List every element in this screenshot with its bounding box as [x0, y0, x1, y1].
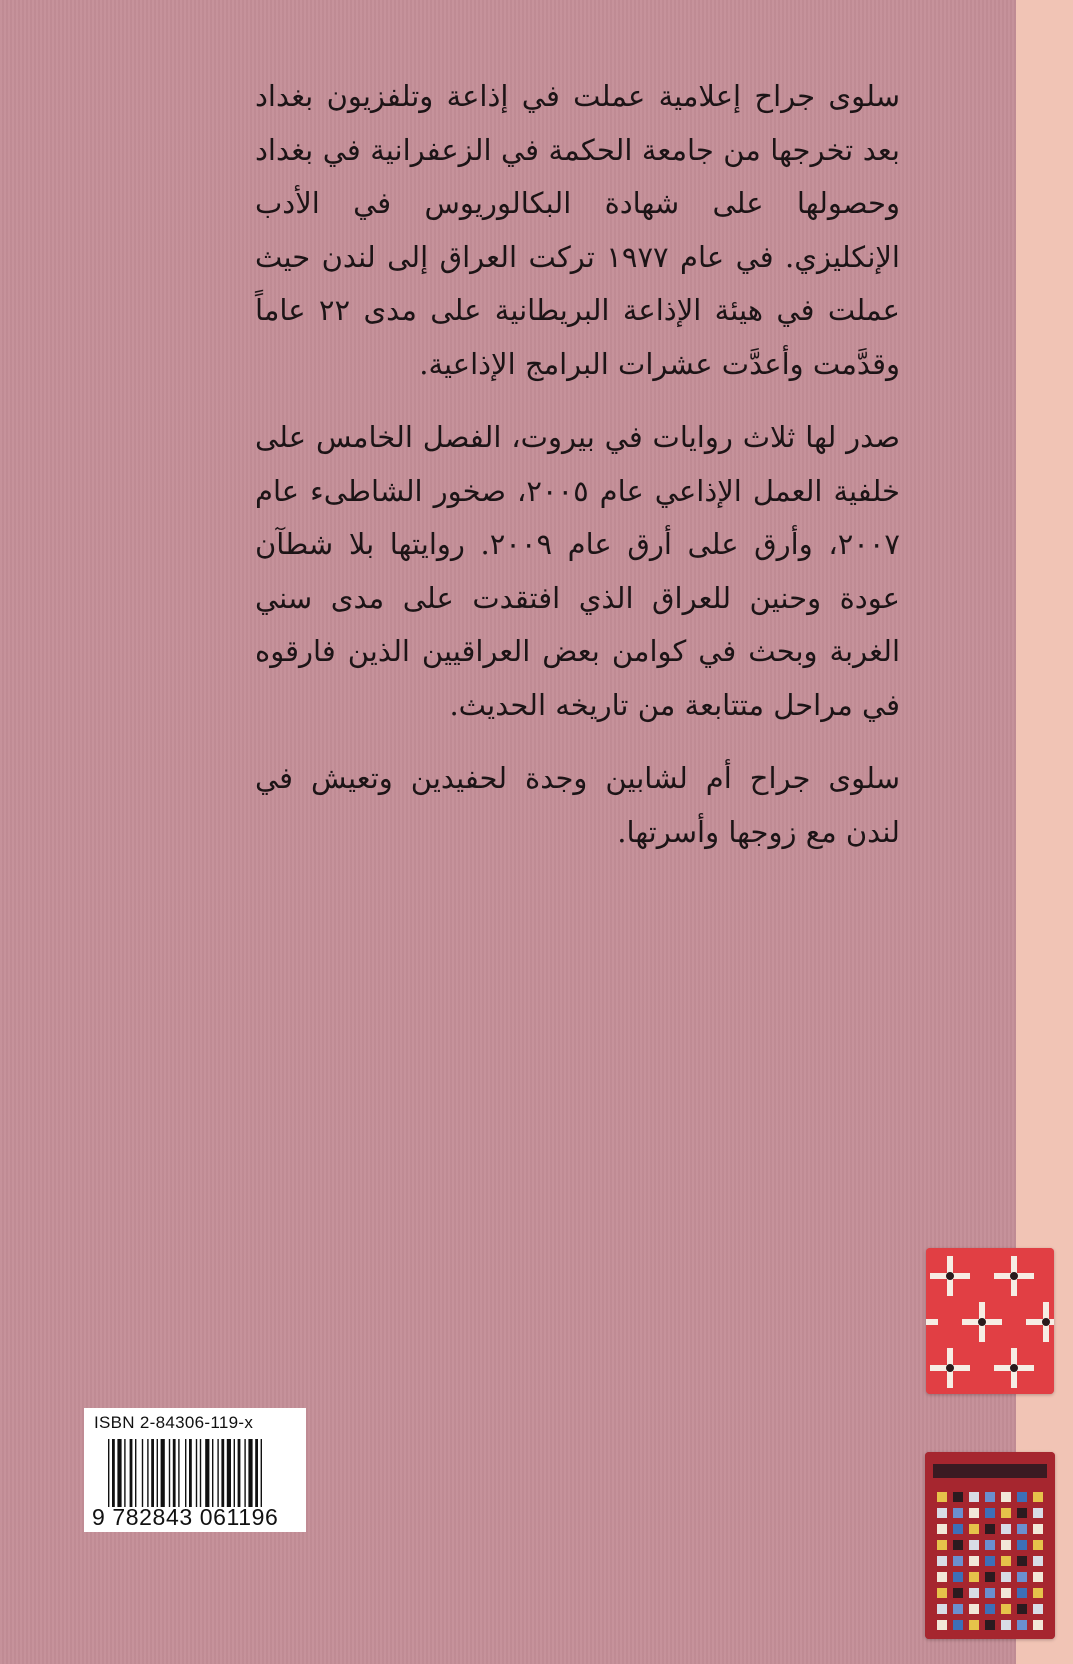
embroidery-pattern-bottom	[925, 1452, 1055, 1639]
isbn-number: ISBN 2-84306-119-x	[94, 1413, 254, 1432]
author-biography	[255, 70, 900, 879]
biography-paragraph-2: صدر لها ثلاث روايات في بيروت، الفصل الخامس على خلفية العمل الإذاعي عام ٢٠٠٥، صخور الشاطىء عام ٢٠٠٧، وأرق على أرق عام ٢٠٠٩. روايتها بلا شطآن عودة وحنين للعراق الذي افتقدت على مدى سني الغربة وبحث في كوامن بعض العراقيين الذين فارقوه في مراحل متتابعة من تاريخه الحديث.	[255, 420, 901, 722]
biography-paragraph-3: سلوى جراح أم لشابين وجدة لحفيدين وتعيش في لندن مع زوجها وأسرتها.	[255, 761, 900, 849]
barcode-digits: 9 782843 061196	[92, 1504, 279, 1530]
spine-strip	[1016, 0, 1073, 1664]
barcode	[108, 1439, 288, 1507]
isbn-barcode-label	[84, 1408, 306, 1532]
biography-paragraph-1: سلوى جراح إعلامية عملت في إذاعة وتلفزيون بغداد بعد تخرجها من جامعة الحكمة في الزعفرانية في بغداد وحصولها على شهادة البكالوريوس في الأدب الإنكليزي. في عام ١٩٧٧ تركت العراق إلى لندن حيث عملت في هيئة الإذاعة البريطانية على مدى ٢٢ عاماً وقدَّمت وأعدَّت عشرات البرامج الإذاعية.	[255, 79, 900, 381]
embroidery-pattern-top	[926, 1248, 1054, 1394]
